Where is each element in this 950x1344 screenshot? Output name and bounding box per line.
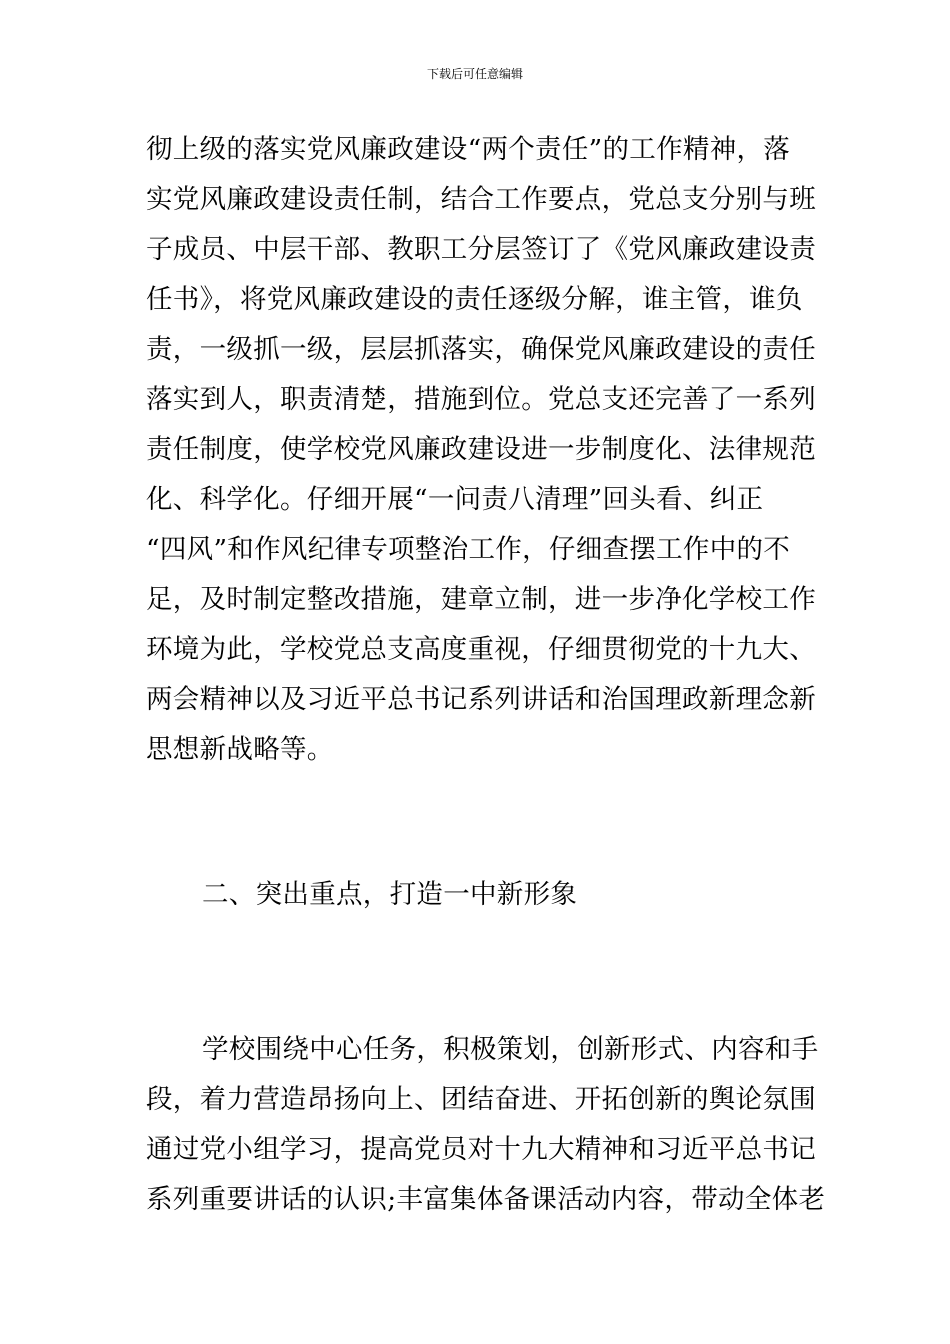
text-line: 两会精神以及习近平总书记系列讲话和治国理政新理念新	[146, 684, 816, 715]
text-line: 通过党小组学习，提高党员对十九大精神和习近平总书记	[146, 1134, 816, 1165]
text-line: 任书》，将党风廉政建设的责任逐级分解，谁主管，谁负	[146, 284, 803, 315]
text-line: 责，一级抓一级，层层抓落实，确保党风廉政建设的责任	[146, 334, 816, 365]
text-line: 足，及时制定整改措施，建章立制，进一步净化学校工作	[146, 584, 816, 615]
text-line: 段，着力营造昂扬向上、团结奋进、开拓创新的舆论氛围	[146, 1084, 816, 1115]
page-header: 下载后可任意编辑	[426, 67, 523, 81]
text-line: 落实到人，职责清楚，措施到位。党总支还完善了一系列	[146, 384, 816, 415]
text-line: 彻上级的落实党风廉政建设“两个责任”的工作精神，落	[146, 134, 791, 165]
text-line: 学校围绕中心任务，积极策划，创新形式、内容和手	[202, 1034, 819, 1065]
text-line: 化、科学化。仔细开展“一问责八清理”回头看、纠正	[146, 484, 764, 515]
text-line: 思想新战略等。	[146, 734, 334, 765]
section-heading: 二、突出重点，打造一中新形象	[202, 879, 578, 910]
text-line: 责任制度，使学校党风廉政建设进一步制度化、法律规范	[146, 434, 816, 465]
text-line: 实党风廉政建设责任制，结合工作要点，党总支分别与班	[146, 184, 816, 215]
text-line: “四风”和作风纪律专项整治工作，仔细查摆工作中的不	[146, 534, 791, 565]
text-line: 环境为此，学校党总支高度重视，仔细贯彻党的十九大、	[146, 634, 816, 665]
text-line: 子成员、中层干部、教职工分层签订了《党风廉政建设责	[146, 234, 816, 265]
text-line: 系列重要讲话的认识;丰富集体备课活动内容，带动全体老	[146, 1184, 826, 1215]
